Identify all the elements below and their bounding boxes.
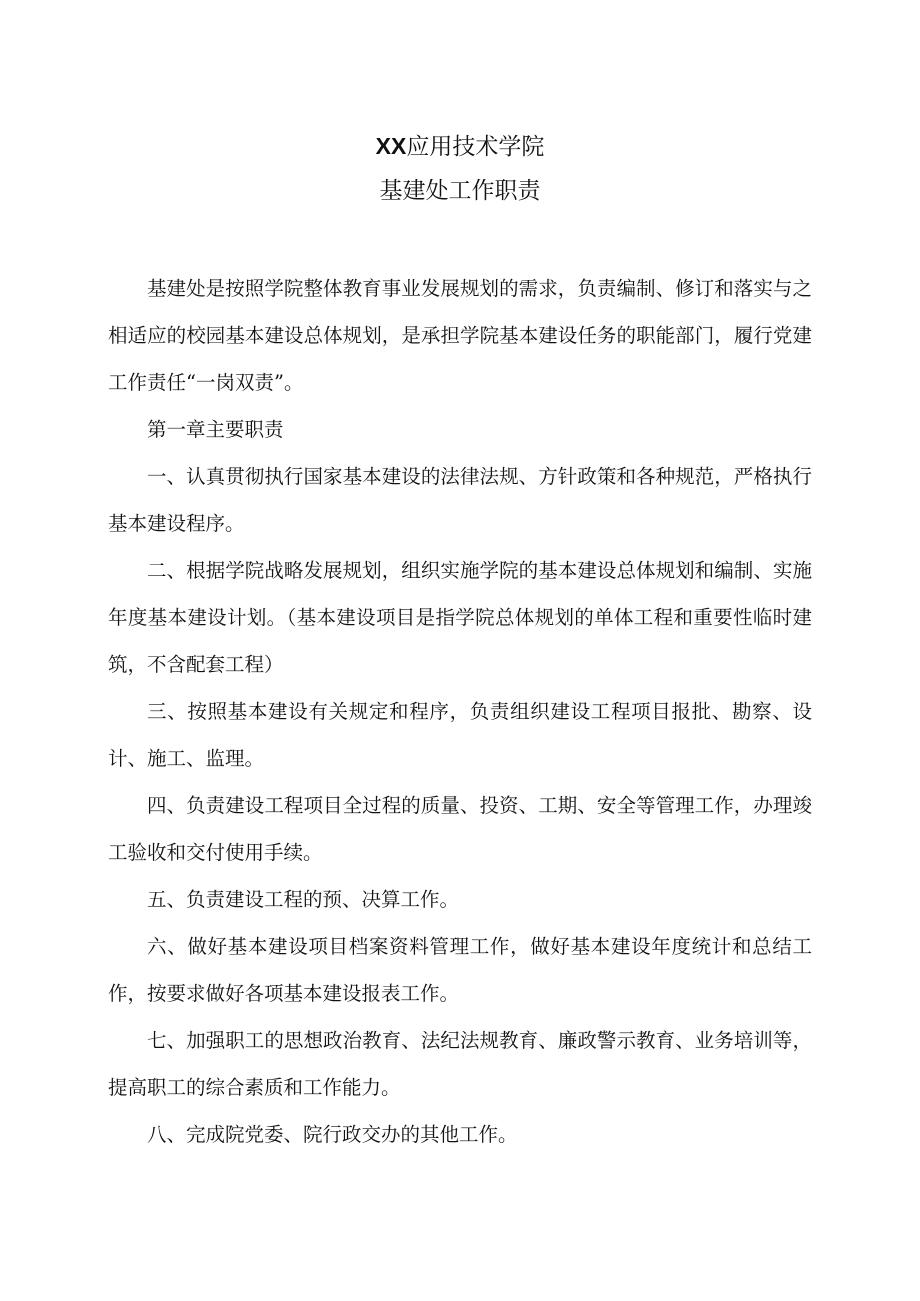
duty-item-3: 三、按照基本建设有关规定和程序，负责组织建设工程项目报批、勘察、设计、施工、监理。 (108, 700, 812, 770)
duty-item-2: 二、根据学院战略发展规划，组织实施学院的基本建设总体规划和编制、实施年度基本建设计划。（基本建设项目是指学院总体规划的单体工程和重要性临时建筑，不含配套工程） (108, 559, 812, 676)
paragraph-intro: 基建处是按照学院整体教育事业发展规划的需求，负责编制、修订和落实与之相适应的校园基本建设总体规划，是承担学院基本建设任务的职能部门，履行党建工作责任“一岗双责”。 (108, 277, 812, 394)
title-institution-name: 应用技术学院 (406, 134, 545, 160)
document-title (0, 124, 920, 213)
duty-item-4: 四、负责建设工程项目全过程的质量、投资、工期、安全等管理工作，办理竣工验收和交付使用手续。 (108, 794, 812, 864)
chapter-heading: 第一章主要职责 (147, 418, 284, 441)
title-line-department: 基建处工作职责 (379, 178, 541, 204)
title-prefix: XX (375, 133, 407, 159)
duty-item-6: 六、做好基本建设项目档案资料管理工作，做好基本建设年度统计和总结工作，按要求做好各项基本建设报表工作。 (108, 935, 812, 1005)
title-line-institution (0, 124, 920, 169)
duty-item-5: 五、负责建设工程的预、决算工作。 (147, 888, 460, 911)
document-body (108, 265, 812, 1158)
duty-item-8: 八、完成院党委、院行政交办的其他工作。 (147, 1123, 518, 1146)
duty-item-7: 七、加强职工的思想政治教育、法纪法规教育、廉政警示教育、业务培训等，提高职工的综合素质和工作能力。 (108, 1029, 812, 1099)
duty-item-1: 一、认真贯彻执行国家基本建设的法律法规、方针政策和各种规范，严格执行基本建设程序。 (108, 465, 812, 535)
